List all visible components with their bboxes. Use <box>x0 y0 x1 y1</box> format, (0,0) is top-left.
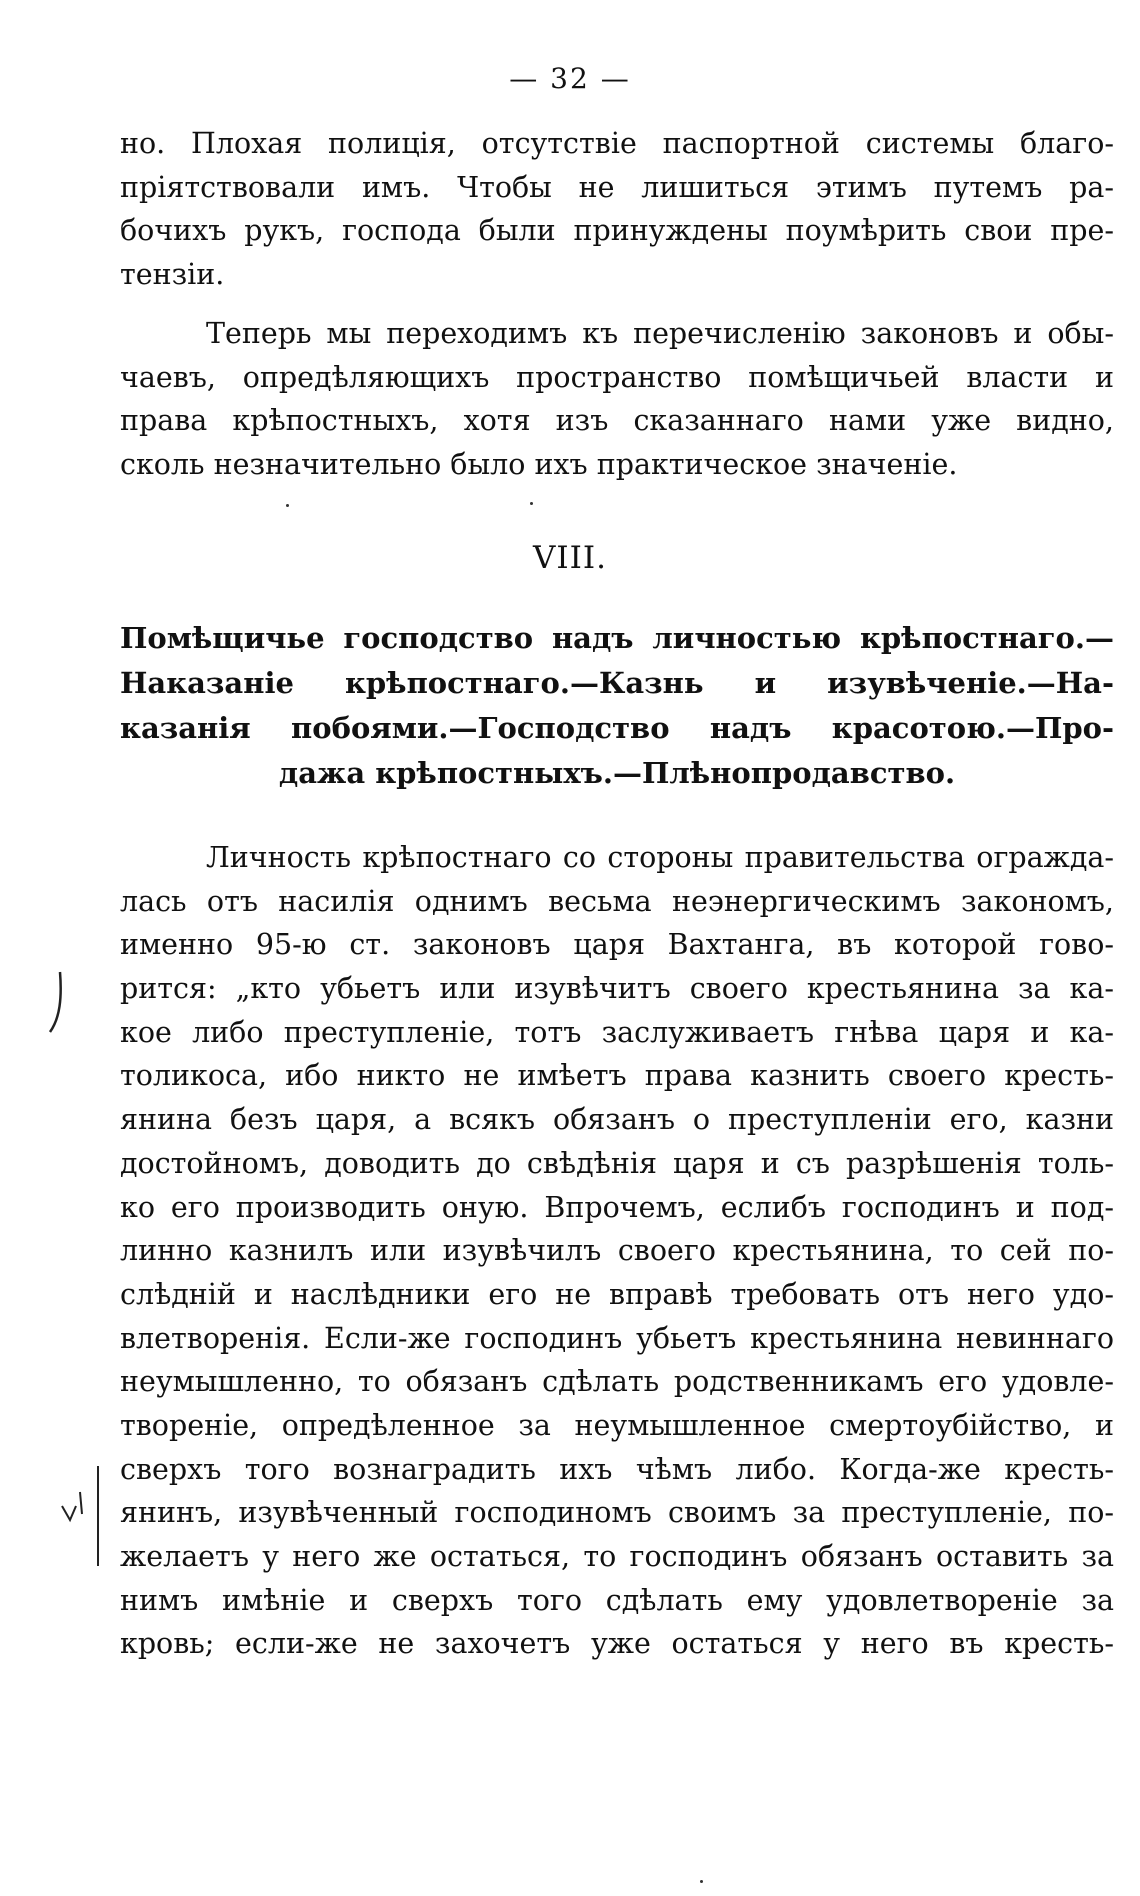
text-line: янина безъ царя, а всякъ обязанъ о преступленіи его, казни <box>120 1103 1114 1137</box>
text-line: лась отъ насилія однимъ весьма неэнергическимъ закономъ, <box>120 884 1114 918</box>
text-line: неумышленно, то обязанъ сдѣлать родственникамъ его удовле- <box>120 1365 1114 1399</box>
text-line: слѣдній и наслѣдники его не вправѣ требовать отъ него удо- <box>120 1277 1114 1311</box>
text-line: но. Плохая полиція, отсутствіе паспортной системы благо- <box>120 127 1114 160</box>
text-line: именно 95-ю ст. законовъ царя Вахтанга, въ которой гово- <box>120 928 1114 962</box>
text-line: чаевъ, опредѣляющихъ пространство помѣщичьей власти и <box>120 360 1114 394</box>
text-line: Личность крѣпостнаго со стороны правительства огражда- <box>206 841 1114 874</box>
page-number: — 32 — <box>509 62 631 95</box>
text-line: влетворенія. Если-же господинъ убьетъ крестьянина невиннаго <box>120 1321 1114 1355</box>
text-line: бочихъ рукъ, господа были принуждены поумѣрить свои пре- <box>120 214 1114 248</box>
margin-pencil-mark <box>40 968 70 1038</box>
text-line: кровь; если-же не захочетъ уже остаться у него въ кресть- <box>120 1627 1114 1661</box>
ink-speck <box>700 1880 703 1883</box>
chapter-number: VIII. <box>533 540 607 576</box>
text-line: рится: „кто убьетъ или изувѣчитъ своего крестьянина за ка- <box>120 972 1114 1006</box>
chapter-title <box>120 616 1114 796</box>
text-line: ко его производить оную. Впрочемъ, еслибъ господинъ и под- <box>120 1190 1114 1224</box>
text-line: желаетъ у него же остаться, то господинъ обязанъ оставить за <box>120 1540 1114 1573</box>
text-line: сколь незначительно было ихъ практическое значеніе. <box>120 448 958 482</box>
chapter-title-line: казанія побоями.—Господство надъ красотою.—Про- <box>120 711 1114 745</box>
text-line: твореніе, опредѣленное за неумышленное смертоубійство, и <box>120 1408 1114 1442</box>
text-line: Теперь мы переходимъ къ перечисленію законовъ и обы- <box>206 317 1114 350</box>
ink-speck <box>286 504 289 507</box>
text-line: линно казнилъ или изувѣчилъ своего крестьянина, то сей по- <box>120 1234 1114 1268</box>
text-line: тензіи. <box>120 258 225 292</box>
text-line: сверхъ того вознаградить ихъ чѣмъ либо. Когда-же кресть- <box>120 1452 1114 1486</box>
margin-bracket-mark <box>54 1462 104 1572</box>
chapter-title-line: дажа крѣпостныхъ.—Плѣнопродавство. <box>278 756 956 790</box>
text-line: права крѣпостныхъ, хотя изъ сказаннаго нами уже видно, <box>120 404 1114 438</box>
text-line: пріятствовали имъ. Чтобы не лишиться этимъ путемъ ра- <box>120 170 1114 204</box>
ink-speck <box>530 502 533 505</box>
text-line: достойномъ, доводить до свѣдѣнія царя и съ разрѣшенія толь- <box>120 1146 1114 1180</box>
text-line: толикоса, ибо никто не имѣетъ права казнить своего кресть- <box>120 1059 1114 1093</box>
intro-paragraph <box>120 122 1114 297</box>
text-line: янинъ, изувѣченный господиномъ своимъ за преступленіе, по- <box>120 1496 1114 1530</box>
chapter-title-line: Наказаніе крѣпостнаго.—Казнь и изувѣченіе.—На- <box>120 666 1114 700</box>
body-paragraph <box>120 836 1114 1666</box>
transition-paragraph <box>120 312 1114 487</box>
chapter-title-line: Помѣщичье господство надъ личностью крѣпостнаго.— <box>120 621 1114 655</box>
text-line: нимъ имѣніе и сверхъ того сдѣлать ему удовлетвореніе за <box>120 1583 1114 1617</box>
text-line: кое либо преступленіе, тотъ заслуживаетъ гнѣва царя и ка- <box>120 1015 1114 1049</box>
